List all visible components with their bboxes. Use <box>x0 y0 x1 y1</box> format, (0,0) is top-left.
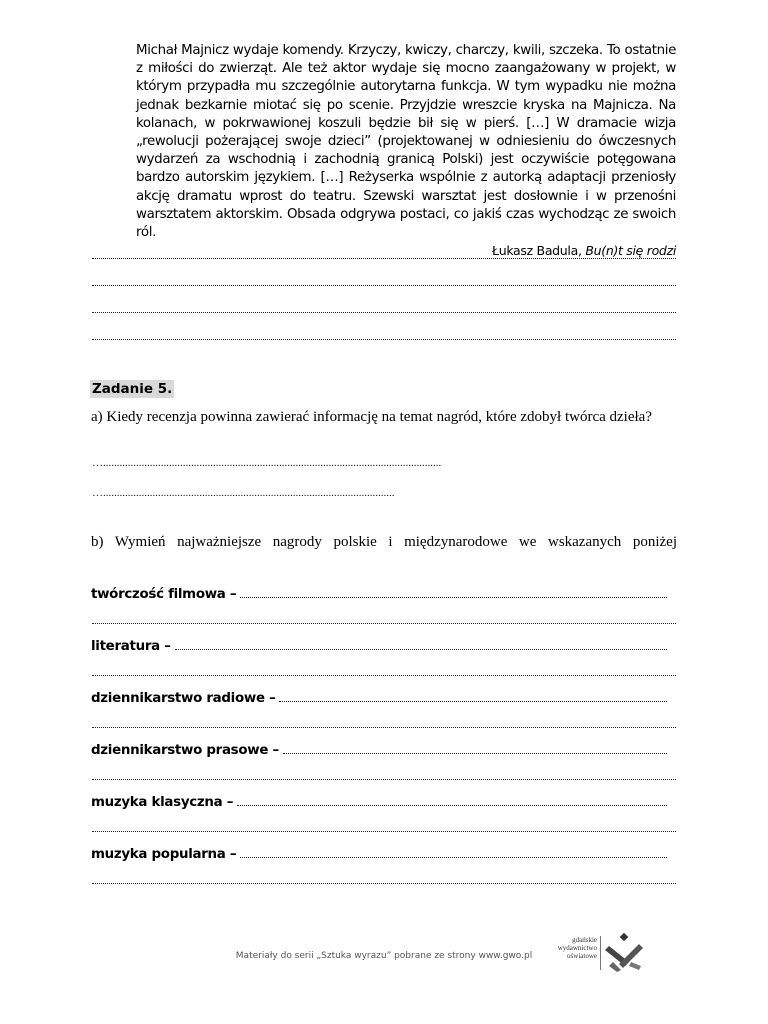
gwo-logo-icon <box>603 932 645 972</box>
answer-line[interactable] <box>240 857 667 858</box>
answer-line[interactable] <box>92 312 676 313</box>
answer-line[interactable] <box>92 883 676 884</box>
answer-line[interactable] <box>92 779 676 780</box>
task-header: Zadanie 5. <box>92 381 173 397</box>
question-a: a) Kiedy recenzja powinna zawierać informację na temat nagród, które zdobył twórca dzieła? <box>91 409 652 425</box>
answer-line[interactable] <box>92 285 676 286</box>
question-b: b) Wymień najważniejsze nagrody polskie i międzynarodowe we wskazanych poniżej <box>91 534 677 550</box>
answer-a-line-1[interactable]: …........................................................................................................................... <box>92 457 442 469</box>
quote-work-title: Bu(n)t się rodzi <box>585 243 676 259</box>
logo-line: wydawnictwo <box>557 944 597 952</box>
award-category-row <box>91 842 677 862</box>
quote-author: Łukasz Badula, <box>491 243 582 259</box>
answer-a-line-2[interactable]: ….......................................................................................................... <box>92 487 395 499</box>
logo-line: gdańskie <box>572 936 597 944</box>
answer-line[interactable] <box>92 727 676 728</box>
publisher-logo <box>553 930 645 974</box>
award-category-label: dziennikarstwo radiowe – <box>91 691 276 706</box>
award-category-label: muzyka popularna – <box>91 847 237 862</box>
answer-line[interactable] <box>92 339 676 340</box>
award-category-label: twórczość filmowa – <box>91 587 237 602</box>
award-category-row <box>91 686 677 706</box>
award-category-label: dziennikarstwo prasowe – <box>91 743 279 758</box>
answer-line[interactable] <box>240 597 667 598</box>
award-category-label: literatura – <box>91 639 171 654</box>
answer-line[interactable] <box>92 258 676 259</box>
answer-line[interactable] <box>92 831 676 832</box>
review-quote <box>136 42 676 260</box>
answer-line[interactable] <box>279 701 667 702</box>
award-category-label: muzyka klasyczna – <box>91 795 234 810</box>
footer-text: Materiały do serii „Sztuka wyrazu” pobrane ze strony www.gwo.pl <box>235 951 533 961</box>
award-category-row <box>91 634 677 654</box>
award-category-row <box>91 790 677 810</box>
answer-line[interactable] <box>92 623 676 624</box>
answer-line[interactable] <box>237 805 667 806</box>
logo-line: oświatowe <box>567 952 597 960</box>
answer-line[interactable] <box>175 649 667 650</box>
answer-line[interactable] <box>283 753 667 754</box>
logo-text <box>553 936 597 960</box>
award-category-row <box>91 738 677 758</box>
logo-divider <box>600 936 601 970</box>
answer-line[interactable] <box>92 675 676 676</box>
quote-text: Michał Majnicz wydaje komendy. Krzyczy, kwiczy, charczy, kwili, szczeka. To ostatnie z miłości do zwierząt. Ale też aktor wydaje się mocno zaangażowany w projekt, w którym przypadła mu szczególnie autorytarna funkcja. W tym wypadku nie można jednak bezkarnie miotać się po scenie. Przyjdzie wreszcie kryska na Majnicza. Na kolanach, w pokrwawionej koszuli będzie bił się w pierś. […] W dramacie wizja „rewolucji pożerającej swoje dzieci” (projektowanej w odniesieniu do ówczesnych wydarzeń za wschodnią i zachodnią granicą Polski) jest oczywiście potęgowana bardzo autorskim językiem. […] Reżyserka wspólnie z autorką adaptacji przeniosły akcję dramatu wprost do teatru. Szewski warsztat jest dosłownie i w przenośni warsztatem aktorskim. Obsada odgrywa postaci, co jakiś czas wychodząc ze swoich ról. <box>136 43 676 241</box>
award-category-row <box>91 582 677 602</box>
